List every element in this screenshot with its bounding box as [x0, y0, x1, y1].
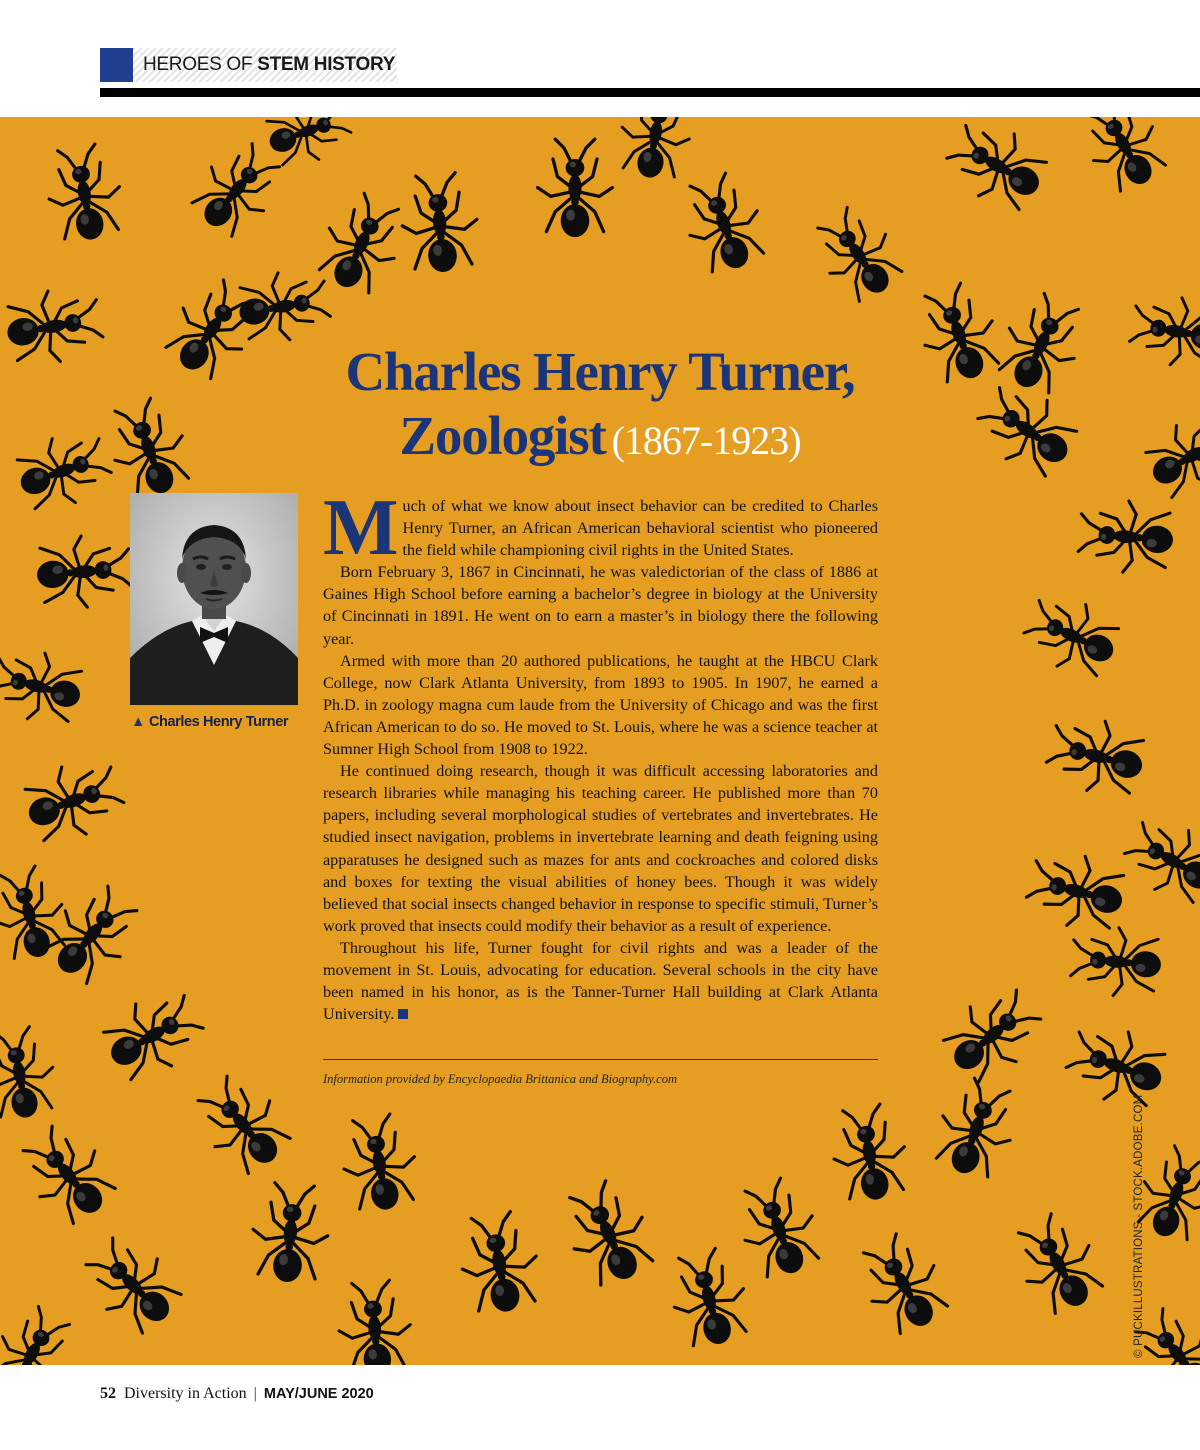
triangle-up-icon: ▲ — [131, 714, 145, 730]
paragraph-5-text: Throughout his life, Turner fought for civil rights and was a leader of the movement in St. Louis, advocating for education. Several schools in the city have been named in his honor, as is the Tanner-Turner Hall building at Clark Atlanta University. — [323, 938, 878, 1024]
section-marker — [100, 48, 133, 82]
section-label — [133, 48, 397, 82]
article-paragraph-1 — [323, 484, 878, 572]
title-dates: (1867-1923) — [611, 418, 801, 463]
section-label-bold: STEM HISTORY — [257, 54, 396, 75]
page-number: 52 — [100, 1385, 116, 1402]
article-title — [300, 340, 900, 473]
photo-caption-text: Charles Henry Turner — [148, 714, 289, 730]
publication-name: Diversity in Action — [124, 1385, 247, 1402]
portrait-illustration — [130, 493, 298, 705]
title-line-2 — [300, 404, 900, 473]
section-label-light: HEROES OF — [143, 54, 253, 75]
title-line-1: Charles Henry Turner, — [345, 341, 855, 402]
image-credit: © PUCKILLUSTRATIONS - STOCK.ADOBE.COM — [1133, 1094, 1145, 1358]
article-paragraph-5 — [323, 937, 878, 1025]
portrait-photo — [130, 493, 298, 705]
drop-cap: M — [323, 484, 399, 572]
title-zoologist: Zoologist — [399, 405, 606, 466]
source-divider — [323, 1059, 878, 1060]
article-paragraph-3: Armed with more than 20 authored publications, he taught at the HBCU Clark College, now Clark Atlanta University, from 1893 to 1905. In 1907, he earned a Ph.D. in zoology magna cum laude from the University of Chicago and was the first African American to do so. He moved to St. Louis, where he was a science teacher at Sumner High School from 1908 to 1922. — [323, 651, 878, 759]
square-end-mark-icon — [398, 1009, 408, 1019]
header-rule — [100, 88, 1200, 97]
issue-date: MAY/JUNE 2020 — [263, 1386, 374, 1402]
paragraph-1-text: uch of what we know about insect behavior can be credited to Charles Henry Turner, an African American behavioral scientist who pioneered the field while championing civil rights in the United States. — [402, 497, 878, 560]
article-body — [323, 484, 878, 1025]
article-paragraph-4: He continued doing research, though it was difficult accessing laboratories and research libraries while managing his teaching career. He published more than 70 papers, including several morphological studies of vertebrates and invertebrates. He studied insect navigation, problems in invertebrate learning and death feigning using apparatuses he designed such as mazes for ants and cockroaches and colored disks and boxes for texting the visual abilities of honey bees. Though it was widely believed that social insects changed behavior in response to specific stimuli, Turner’s work proved that insects could modify their behavior as a result of experience. — [323, 762, 878, 935]
article-paragraph-2: Born February 3, 1867 in Cincinnati, he was valedictorian of the class of 1886 at Gaines High School before earning a bachelor’s degree in biology at the University of Cincinnati in 1891. He went on to earn a master’s in biology there the following year. — [323, 563, 878, 648]
page-footer — [100, 1385, 374, 1403]
source-note: Information provided by Encyclopaedia Brittanica and Biography.com — [323, 1072, 677, 1086]
photo-caption — [131, 714, 311, 730]
footer-separator: | — [253, 1385, 257, 1402]
